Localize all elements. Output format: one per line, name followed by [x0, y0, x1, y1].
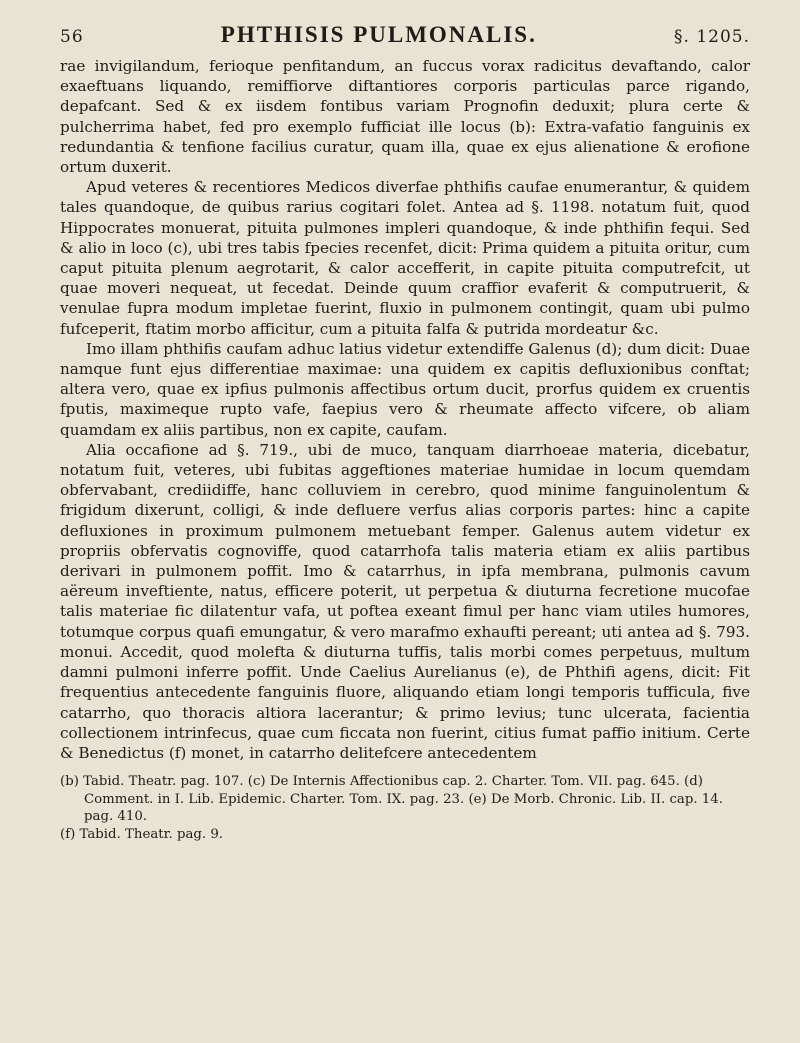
footnote: (f) Tabid. Theatr. pag. 9.: [60, 826, 224, 842]
footnote: (b) Tabid. Theatr. pag. 107. (c) De Internis Affectionibus cap. 2. Charter. Tom. VII. pag. 645. (d) Comment. in I. Lib. Epidemic. Charter. Tom. IX. pag. 23. (e) De Morb. Chronic. Lib. II. cap. 14. pag. 410.: [60, 774, 723, 825]
body-text: [60, 56, 750, 763]
paragraph: Imo illam phthifis caufam adhuc latius videtur extendiffe Galenus (d); dum dicit: Duae namque funt ejus differentiae maximae: una quidem ex capitis defluxionibus conftat; altera vero, quae ex ipfius pulmonis affectibus ortum ducit, prorfus quidem ex cruentis fputis, maximeque rupto vafe, faepius vero & rheumate affecto vifcere, ob aliam quamdam ex aliis partibus, non ex capite, caufam.: [60, 339, 750, 439]
running-title: PHTHISIS PULMONALIS.: [220, 22, 537, 47]
running-header: [60, 22, 750, 48]
paragraph: rae invigilandum, ferioque penfitandum, an fuccus vorax radicitus devaftando, calor exaeftuans liquando, remiffiorve diftantiores corporis particulas parce rigando, depafcant. Sed & ex iisdem fontibus variam Prognofin deduxit; plura certe & pulcherrima habet, fed pro exemplo fufficiat ille locus (b): Extra-vafatio fanguinis ex redundantia & tenfione facilius curatur, quam illa, quae ex ejus alienatione & erofione ortum duxerit.: [60, 57, 750, 177]
paragraph: Apud veteres & recentiores Medicos diverfae phthifis caufae enumerantur, & quidem tales quandoque, de quibus rarius cogitari folet. Antea ad §. 1198. notatum fuit, quod Hippocrates monuerat, pituita pulmones impleri quandoque, & inde phthifin fequi. Sed & alio in loco (c), ubi tres tabis fpecies recenfet, dicit: Prima quidem a pituita oritur, cum caput pituita plenum aegrotarit, & calor accefferit, in capite pituita computrefcit, ut quae moveri nequeat, ut fecedat. Deinde quum craffior evaferit & computruerit, & venulae fupra modum impletae fuerint, fluxio in pulmonem contingit, quam ubi pulmo fufceperit, ftatim morbo afficitur, cum a pituita falfa & putrida mordeatur &c.: [60, 178, 750, 338]
paragraph: Alia occafione ad §. 719., ubi de muco, tanquam diarrhoeae materia, dicebatur, notatum fuit, veteres, ubi fubitas aggeftiones materiae humidae in locum quemdam obfervabant, crediidiffe, hanc colluviem in cerebro, quod minime fanguinolentum & frigidum dixerunt, colligi, & inde defluere verfus alias corporis partes: hinc a capite defluxiones in proximum pulmonem metuebant femper. Galenus autem videtur ex propriis obfervatis cognoviffe, quod catarrhofa talis materia etiam ex aliis partibus derivari in pulmonem poffit. Imo & catarrhus, in ipfa membrana, pulmonis cavum aëreum inveftiente, natus, efficere poterit, ut perpetua & diuturna fecretione mucofae talis materiae fic dilatentur vafa, ut poftea exeant fimul per hanc viam utiles humores, totumque corpus quafi emungatur, & vero marafmo exhaufti pereant; uti antea ad §. 793. monui. Accedit, quod molefta & diuturna tuffis, talis morbi comes perpetuus, multum damni pulmoni inferre poffit. Unde Caelius Aurelianus (e), de Phthifi agens, dicit: Fit frequentius antecedente fanguinis fluore, aliquando etiam longi temporis tufficula, five catarrho, quo thoracis altiora lacerantur; & primo levius; tunc ulcerata, facientia collectionem intrinfecus, quae cum ficcata non fuerint, citius fumat paffio initium. Certe & Benedictus (f) monet, in catarrho delitefcere antecedentem: [60, 440, 750, 762]
page-number: 56: [60, 27, 84, 47]
footnotes: [60, 773, 750, 843]
section-number: §. 1205.: [674, 27, 750, 47]
